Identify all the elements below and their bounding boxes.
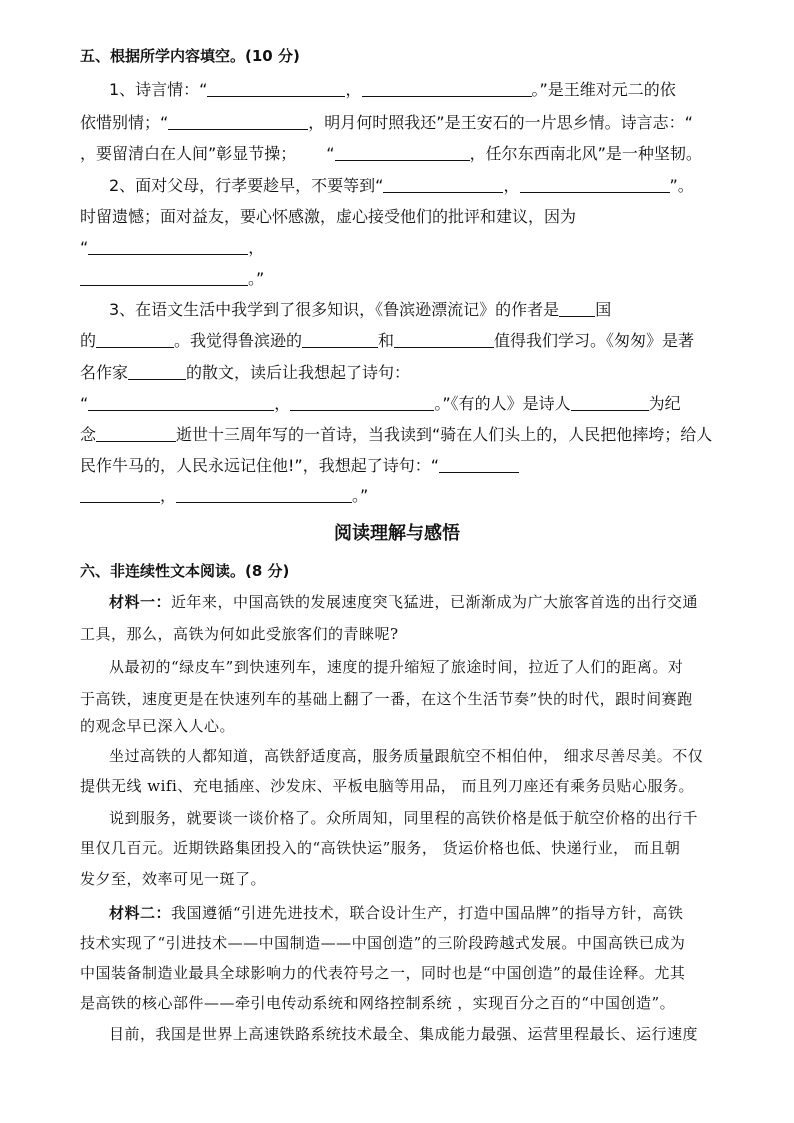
answer-blank[interactable] <box>559 300 595 317</box>
answer-blank[interactable] <box>96 425 176 442</box>
answer-blank[interactable] <box>571 394 649 411</box>
q1-text: “ <box>326 144 335 163</box>
q2-text: 。” <box>248 269 265 288</box>
material-1-p2-line-3: 的观念早已深入人心。 <box>80 717 236 735</box>
material-2-line-1 <box>109 903 683 923</box>
material-1-p2-line-2: 于高铁，速度更是在快速列车的基础上翻了一番，在这个生活节奏”快的时代，跟时间赛跑 <box>80 690 693 708</box>
q3-line-2 <box>80 331 694 351</box>
answer-blank[interactable] <box>362 80 532 97</box>
q3-text: 。” <box>352 486 369 505</box>
q2-line-4 <box>80 269 264 289</box>
q1-text: 。”是王维对元二的依 <box>531 80 676 99</box>
answer-blank[interactable] <box>439 456 519 473</box>
material-2-line-3: 中国装备制造业最具全球影响力的代表符号之一，同时也是“中国创造”的最佳诠释。尤其 <box>80 964 686 982</box>
answer-blank[interactable] <box>88 238 248 255</box>
material-1-p4-line-3: 发夕至，效率可见一斑了。 <box>80 870 267 888</box>
q2-line-2: 时留遗憾；面对益友，要心怀感激，虚心接受他们的批评和建议，因为 <box>80 207 577 226</box>
answer-blank[interactable] <box>88 394 274 411</box>
material-1-p2-line-1: 从最初的“绿皮车”到快速列车，速度的提升缩短了旅途时间，拉近了人们的距离。对 <box>109 658 684 676</box>
q3-line-1 <box>109 300 611 320</box>
answer-blank[interactable] <box>335 144 470 161</box>
section-6-heading: 六、非连续性文本阅读。(8 分) <box>80 562 290 580</box>
q2-line-3 <box>80 238 264 258</box>
q3-text: 3、在语文生活中我学到了很多知识，《鲁滨逊漂流记》的作者是 <box>109 300 560 319</box>
q1-text: 1、诗言情：“ <box>109 80 208 99</box>
q3-text: 的 <box>80 331 97 350</box>
q3-text: 。”《有的人》是诗人 <box>434 394 571 413</box>
q3-line-3 <box>80 363 410 383</box>
q2-text: “ <box>80 238 89 257</box>
q3-text: “ <box>80 394 89 413</box>
q3-text: 念 <box>80 425 97 444</box>
answer-blank[interactable] <box>80 486 160 503</box>
q2-text: 2、面对父母，行孝要趁早，不要等到“ <box>109 176 384 195</box>
q2-text: ， <box>248 238 265 257</box>
answer-blank[interactable] <box>394 331 494 348</box>
material-1-p4-line-1: 说到服务，就要谈一谈价格了。众所周知，同里程的高铁价格是低于航空价格的出行千 <box>109 809 699 827</box>
q2-text: ， <box>503 176 520 195</box>
q1-text: ，要留清白在人间”彰显节操； <box>80 144 297 163</box>
material-2-p2-line-1: 目前，我国是世界上高速铁路系统技术最全、集成能力最强、运营里程最长、运行速度 <box>109 1025 699 1043</box>
material-2-line-2: 技术实现了“引进技术——中国制造——中国创造”的三阶段跨越式发展。中国高铁已成为 <box>80 934 686 952</box>
q1-text: ，任尔东西南北风”是一种坚韧。 <box>469 144 702 163</box>
answer-blank[interactable] <box>302 331 378 348</box>
answer-blank[interactable] <box>520 176 670 193</box>
material-1-p3-line-1: 坐过高铁的人都知道，高铁舒适度高，服务质量跟航空不相伯仲， 细求尽善尽美。不仅 <box>109 747 704 765</box>
answer-blank[interactable] <box>80 269 248 286</box>
answer-blank[interactable] <box>128 363 186 380</box>
answer-blank[interactable] <box>290 394 434 411</box>
material-2-line-4: 是高铁的核心部件——牵引电传动系统和网络控制系统 ，实现百分之百的“中国创造”。 <box>80 994 676 1012</box>
q3-text: 民作牛马的，人民永远记住他!”，我想起了诗句：“ <box>80 456 439 475</box>
material-1-label: 材料一： <box>109 593 172 611</box>
answer-blank[interactable] <box>176 486 352 503</box>
q2-text: ”。 <box>669 176 694 195</box>
section-5-heading: 五、根据所学内容填空。(10 分) <box>80 47 300 65</box>
answer-blank[interactable] <box>383 176 503 193</box>
material-1-line-2: 工具，那么，高铁为何如此受旅客们的青睐呢? <box>80 625 399 643</box>
q3-text: 和 <box>378 331 395 350</box>
q3-line-6 <box>80 456 519 476</box>
q3-line-5 <box>80 425 712 445</box>
material-1-p4-line-2: 里仅几百元。近期铁路集团投入的“高铁快运”服务， 货运价格也低、快递行业， 而且朝 <box>80 839 681 857</box>
answer-blank[interactable] <box>96 331 174 348</box>
answer-blank[interactable] <box>168 113 308 130</box>
material-2-label: 材料二： <box>109 904 172 922</box>
q3-text: 国 <box>595 300 612 319</box>
q1-text: 依惜别情；“ <box>80 113 169 132</box>
material-1-p3-line-2: 提供无线 wifi、充电插座、沙发床、平板电脑等用品， 而且列刀座还有乘务员贴心服务。 <box>80 777 695 795</box>
q3-text: 逝世十三周年写的一首诗，当我读到“骑在人们头上的，人民把他摔垮；给人 <box>176 425 713 444</box>
q3-text: 名作家 <box>80 363 129 382</box>
paragraph-text: 近年来，中国高铁的发展速度突飞猛进，已渐渐成为广大旅客首选的出行交通 <box>171 593 699 611</box>
q1-line-1 <box>109 80 676 100</box>
q3-text: 值得我们学习。《匆匆》是著 <box>494 331 695 350</box>
q3-line-7 <box>80 486 368 506</box>
answer-blank[interactable] <box>207 80 345 97</box>
reading-section-title: 阅读理解与感悟 <box>334 523 460 544</box>
q1-line-2 <box>80 113 693 133</box>
q1-text: ， <box>345 80 362 99</box>
q1-text: ，明月何时照我还”是王安石的一片思乡情。诗言志：“ <box>308 113 693 132</box>
paragraph-text: 我国遵循“引进先进技术，联合设计生产，打造中国品牌”的指导方针，高铁 <box>171 904 684 922</box>
q3-text: 为纪 <box>648 394 681 413</box>
q3-text: ， <box>274 394 291 413</box>
q3-text: ， <box>160 486 177 505</box>
material-1-line-1 <box>109 592 698 612</box>
q3-text: 的散文，读后让我想起了诗句： <box>186 363 411 382</box>
q2-line-1 <box>109 176 694 196</box>
q3-line-4 <box>80 394 681 414</box>
q1-line-3 <box>80 144 702 164</box>
q3-text: 。我觉得鲁滨逊的 <box>174 331 303 350</box>
